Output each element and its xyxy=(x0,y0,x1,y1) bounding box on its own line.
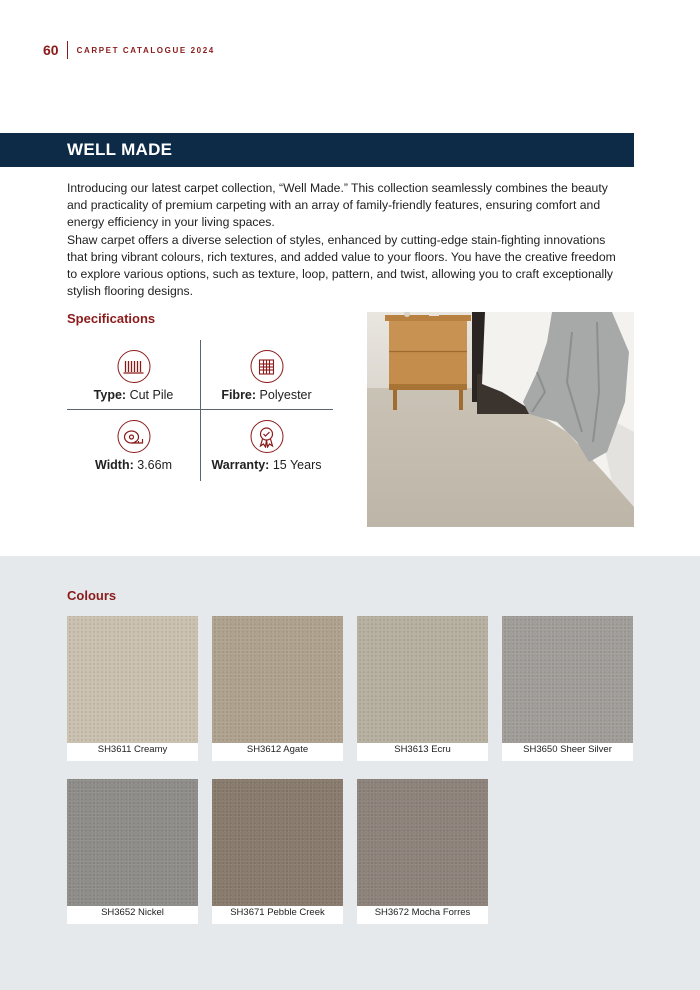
intro-paragraph-2: Shaw carpet offers a diverse selection of styles, enhanced by cutting-edge stain-fighting innovations that bring vibrant colours, rich textures, and added value to your floors. You have the creative freedom to explore various options, such as texture, loop, pattern, and twist, allowing you to craft exceptionally stylish flooring designs. xyxy=(67,232,616,299)
swatch-tile xyxy=(212,779,343,906)
spec-warranty-text: Warranty: 15 Years xyxy=(211,458,322,472)
swatch-label: SH3611 Creamy xyxy=(97,744,168,755)
title-banner xyxy=(0,133,634,167)
room-photo xyxy=(367,312,634,527)
header-divider xyxy=(67,41,68,59)
colour-swatch xyxy=(212,779,343,924)
colour-swatch xyxy=(502,616,633,761)
swatch-tile xyxy=(67,616,198,743)
colour-swatch xyxy=(357,779,488,924)
catalogue-title: CARPET CATALOGUE 2024 xyxy=(76,45,215,55)
swatch-label: SH3650 Sheer Silver xyxy=(523,744,612,755)
swatch-tile xyxy=(357,779,488,906)
swatch-label: SH3612 Agate xyxy=(246,744,309,755)
colours-heading: Colours xyxy=(67,588,117,603)
swatch-label: SH3671 Pebble Creek xyxy=(230,907,325,918)
specifications-heading: Specifications xyxy=(67,311,156,326)
tape-measure-icon xyxy=(117,420,150,453)
swatch-label: SH3652 Nickel xyxy=(101,907,164,918)
colour-swatch xyxy=(67,779,198,924)
swatch-tile xyxy=(357,616,488,743)
swatch-label: SH3672 Mocha Forres xyxy=(374,907,471,918)
page-number: 60 xyxy=(43,42,59,58)
colour-swatch xyxy=(357,616,488,761)
spec-width xyxy=(67,410,200,480)
intro-paragraph-1: Introducing our latest carpet collection, “Well Made.” This collection seamlessly combines the beauty and practicality of premium carpeting with an array of family-friendly features, ensuring comfort and energy efficiency in your living spaces. xyxy=(67,181,608,230)
spec-fibre xyxy=(200,340,333,410)
spec-warranty xyxy=(200,410,333,480)
intro-text xyxy=(67,180,627,300)
cut-pile-icon xyxy=(117,350,150,383)
spec-type xyxy=(67,340,200,410)
page-header xyxy=(43,41,215,59)
page-title: WELL MADE xyxy=(67,140,173,159)
swatch-tile xyxy=(212,616,343,743)
swatch-label: SH3613 Ecru xyxy=(394,744,451,755)
colour-swatch xyxy=(67,616,198,761)
swatch-tile xyxy=(67,779,198,906)
spec-fibre-text: Fibre: Polyester xyxy=(221,388,312,402)
spec-width-text: Width: 3.66m xyxy=(95,458,172,472)
colour-swatch xyxy=(212,616,343,761)
fibre-icon xyxy=(250,350,283,383)
specifications-grid xyxy=(67,340,333,482)
warranty-badge-icon xyxy=(250,420,283,453)
swatch-tile xyxy=(502,616,633,743)
spec-type-text: Type: Cut Pile xyxy=(93,388,174,402)
